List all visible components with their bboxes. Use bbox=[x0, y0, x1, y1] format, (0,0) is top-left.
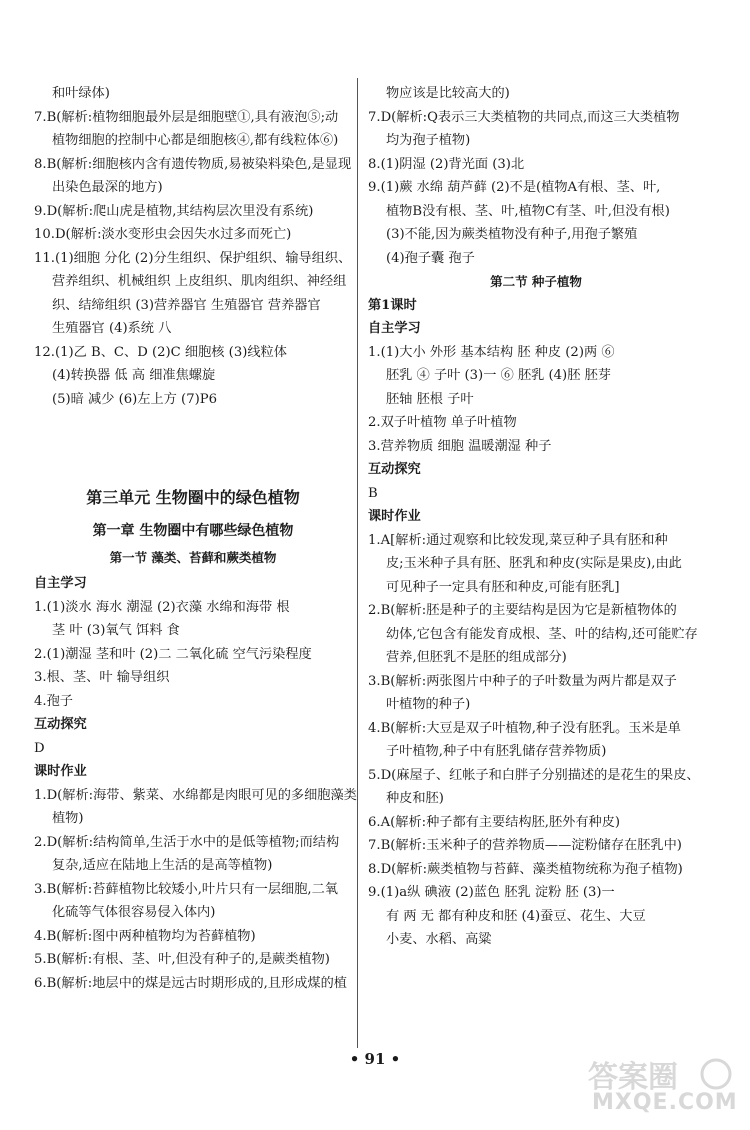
answer-line: 复杂,适应在陆地上生活的是高等植物) bbox=[52, 858, 273, 873]
answer-line: 皮;玉米种子具有胚、胚乳和种皮(实际是果皮),由此 bbox=[386, 556, 682, 571]
answer-line: 9.(1)a纵 碘液 (2)蓝色 胚乳 淀粉 胚 (3)一 bbox=[368, 885, 615, 900]
answer-line: 4.B(解析:大豆是双子叶植物,种子没有胚乳。玉米是单 bbox=[368, 720, 681, 736]
answer-line: 1.(1)大小 外形 基本结构 胚 种皮 (2)两 ⑥ bbox=[368, 344, 615, 360]
answer-line: 7.B(解析:玉米种子的营养物质——淀粉储存在胚乳中) bbox=[368, 838, 682, 853]
subsection-heading: 自主学习 bbox=[34, 576, 87, 591]
subsection-heading: 课时作业 bbox=[368, 509, 421, 524]
answer-line: 胚乳 ④ 子叶 (3)一 ⑥ 胚乳 (4)胚 胚芽 bbox=[386, 368, 611, 383]
answer-line: 2.D(解析:结构简单,生活于水中的是低等植物;而结构 bbox=[34, 834, 340, 850]
answer-line: 8.D(解析:蕨类植物与苔藓、藻类植物统称为孢子植物) bbox=[368, 861, 683, 877]
answer-line: 4.孢子 bbox=[34, 693, 73, 709]
answer-line: (4)孢子囊 孢子 bbox=[386, 250, 475, 266]
watermark-logo bbox=[588, 1052, 738, 1122]
chapter-title: 第一章 生物圈中有哪些绿色植物 bbox=[92, 523, 294, 539]
answer-line: 2.双子叶植物 单子叶植物 bbox=[368, 415, 517, 430]
answer-line: 5.D(麻屋子、红帐子和白胖子分别描述的是花生的果皮、 bbox=[368, 767, 700, 783]
answer-line: 8.B(解析:细胞核内含有遗传物质,易被染料染色,是显现 bbox=[34, 156, 352, 172]
subsection-heading: 课时作业 bbox=[34, 764, 87, 779]
answer-line: 12.(1)乙 B、C、D (2)C 细胞核 (3)线粒体 bbox=[34, 344, 287, 360]
answer-line: 2.(1)潮湿 茎和叶 (2)二 二氧化硫 空气污染程度 bbox=[34, 646, 312, 662]
right-answers-top bbox=[368, 82, 704, 270]
answer-line: 可见种子一定具有胚和种皮,可能有胚乳] bbox=[386, 579, 620, 595]
answer-line: 10.D(解析:淡水变形虫会因失水过多而死亡) bbox=[34, 227, 292, 242]
unit-title: 第三单元 生物圈中的绿色植物 bbox=[86, 488, 300, 507]
subsection-heading: 自主学习 bbox=[368, 321, 421, 336]
answer-line: 6.A(解析:种子都有主要结构胚,胚外有种皮) bbox=[368, 814, 621, 830]
answer-line: 生殖器官 (4)系统 八 bbox=[52, 321, 172, 336]
answer-line: 8.(1)阴湿 (2)背光面 (3)北 bbox=[368, 156, 525, 172]
answer-line: 化硫等气体很容易侵入体内) bbox=[52, 905, 216, 920]
answer-line: 织、结缔组织 (3)营养器官 生殖器官 营养器官 bbox=[52, 297, 321, 313]
answer-line: 均为孢子植物) bbox=[386, 133, 471, 148]
answer-line: 1.A[解析:通过观察和比较发现,菜豆种子具有胚和种 bbox=[368, 532, 668, 548]
answer-line: (5)暗 减少 (6)左上方 (7)P6 bbox=[52, 391, 218, 407]
answer-line: 3.根、茎、叶 输导组织 bbox=[34, 670, 170, 685]
answer-line: 植物) bbox=[52, 811, 84, 826]
answer-line: 3.B(解析:苔藓植物比较矮小,叶片只有一层细胞,二氧 bbox=[34, 881, 338, 897]
answer-line: 幼体,它包含有能发育成根、茎、叶的结构,还可能贮存 bbox=[386, 626, 698, 642]
answer-line: 和叶绿体) bbox=[52, 86, 110, 101]
answer-line: 子叶植物,种子中有胚乳储存营养物质) bbox=[386, 744, 607, 759]
answer-line: 胚轴 胚根 子叶 bbox=[386, 391, 474, 407]
answer-line: (3)不能,因为蕨类植物没有种子,用孢子繁殖 bbox=[386, 227, 638, 242]
answer-line: 7.B(解析:植物细胞最外层是细胞壁①,具有液泡⑤;动 bbox=[34, 109, 339, 125]
answer-line: 营养,但胚乳不是胚的组成部分) bbox=[386, 650, 567, 665]
answer-line: 营养组织、机械组织 上皮组织、肌肉组织、神经组 bbox=[52, 274, 347, 289]
answer-line: 植物B没有根、茎、叶,植物C有茎、叶,但没有根) bbox=[386, 203, 670, 219]
column-divider bbox=[357, 78, 358, 1048]
answer-line: 4.B(解析:图中两种植物均为苔藓植物) bbox=[34, 928, 256, 944]
answer-line: 6.B(解析:地层中的煤是远古时期形成的,且形成煤的植 bbox=[34, 975, 347, 991]
answer-line: B bbox=[368, 485, 378, 501]
page-number: • 91 • bbox=[349, 1050, 401, 1068]
left-column bbox=[34, 82, 357, 995]
answer-line: (4)转换器 低 高 细准焦螺旋 bbox=[52, 368, 216, 383]
left-answers-bottom bbox=[34, 572, 357, 995]
answer-line: 1.D(解析:海带、紫菜、水绵都是肉眼可见的多细胞藻类 bbox=[34, 787, 357, 803]
answer-line: 3.营养物质 细胞 温暖潮湿 种子 bbox=[368, 438, 552, 454]
answer-line: 7.D(解析:Q表示三大类植物的共同点,而这三大类植物 bbox=[368, 109, 680, 125]
answer-line: 物应该是比较高大的) bbox=[386, 86, 510, 101]
answer-line: 9.(1)蕨 水绵 葫芦藓 (2)不是(植物A有根、茎、叶, bbox=[368, 180, 661, 195]
answer-line: 11.(1)细胞 分化 (2)分生组织、保护组织、输导组织、 bbox=[34, 250, 352, 266]
right-answers-bottom bbox=[368, 294, 704, 952]
answer-line: 有 两 无 都有种皮和胚 (4)蚕豆、花生、大豆 bbox=[386, 908, 646, 924]
answer-line: 茎 叶 (3)氧气 饵料 食 bbox=[52, 623, 180, 638]
answer-line: 植物细胞的控制中心都是细胞核④,都有线粒体⑥) bbox=[52, 133, 339, 148]
answer-line: 3.B(解析:两张图片中种子的子叶数量为两片都是双子 bbox=[368, 673, 677, 689]
section-title-1: 第一节 藻类、苔藓和蕨类植物 bbox=[109, 550, 277, 565]
answer-line: 出染色最深的地方) bbox=[52, 180, 163, 195]
answer-line: 2.B(解析:胚是种子的主要结构是因为它是新植物体的 bbox=[368, 603, 677, 618]
subsection-heading: 第1课时 bbox=[368, 297, 417, 313]
answer-line: 5.B(解析:有根、茎、叶,但没有种子的,是蕨类植物) bbox=[34, 952, 330, 967]
answer-line: 种皮和胚) bbox=[386, 791, 444, 806]
left-answers-top bbox=[34, 82, 352, 411]
right-column bbox=[368, 82, 704, 952]
answer-line: D bbox=[34, 740, 45, 756]
section-title-2: 第二节 种子植物 bbox=[490, 274, 582, 289]
answer-line: 叶植物的种子) bbox=[386, 697, 471, 712]
watermark-sub: MXQE.COM bbox=[592, 1090, 738, 1115]
answer-line: 9.D(解析:爬山虎是植物,其结构层次里没有系统) bbox=[34, 203, 314, 219]
answer-line: 1.(1)淡水 海水 潮湿 (2)衣藻 水绵和海带 根 bbox=[34, 599, 290, 615]
subsection-heading: 互动探究 bbox=[34, 717, 87, 732]
watermark-main: 答案圈 bbox=[588, 1060, 678, 1095]
subsection-heading: 互动探究 bbox=[368, 462, 421, 477]
answer-line: 小麦、水稻、高粱 bbox=[386, 932, 492, 947]
